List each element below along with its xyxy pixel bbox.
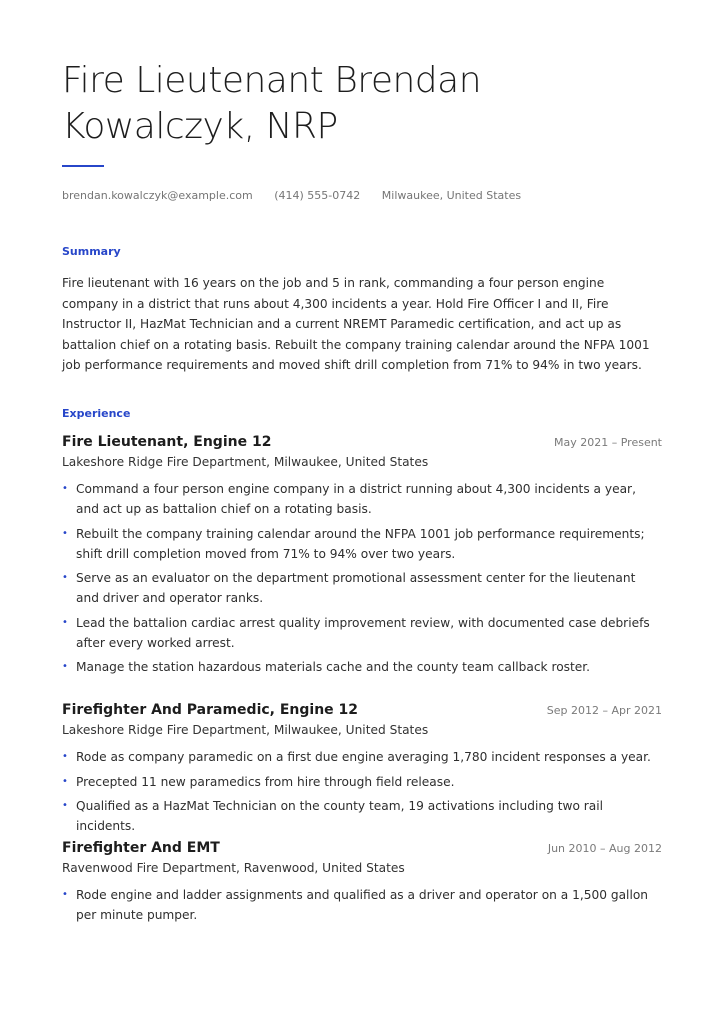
bullet-item: • Serve as an evaluator on the department promotional assessment center for the lieutenant and driver and operator ranks.	[62, 568, 662, 608]
bullet-item: • Lead the battalion cardiac arrest quality improvement review, with documented case debriefs after every worked arrest.	[62, 613, 662, 653]
bullet-dot-icon: •	[62, 483, 68, 494]
bullet-dot-icon: •	[62, 616, 68, 628]
bullet-dot-icon: •	[62, 775, 68, 787]
job-organization: Lakeshore Ridge Fire Department, Milwaukee, United States	[62, 723, 429, 737]
job-entry	[62, 702, 662, 841]
bullet-dot-icon: •	[62, 889, 68, 900]
job-title: Fire Lieutenant, Engine 12	[62, 434, 272, 450]
job-entry	[62, 434, 662, 682]
bullet-item: • Rebuilt the company training calendar around the NFPA 1001 job performance requirements; shift drill completion moved from 71% to 94% over two years.	[62, 524, 662, 564]
contact-location: Milwaukee, United States	[381, 189, 522, 202]
bullet-item: • Qualified as a HazMat Technician on the county team, 19 activations including two rail incidents.	[62, 796, 662, 836]
job-bullets	[62, 747, 662, 836]
bullet-item: • Precepted 11 new paramedics from hire through field release.	[62, 772, 662, 792]
bullet-dot-icon: •	[62, 751, 68, 762]
contact-line	[62, 189, 539, 202]
accent-divider	[62, 165, 104, 167]
job-organization: Ravenwood Fire Department, Ravenwood, United States	[62, 861, 405, 875]
job-organization: Lakeshore Ridge Fire Department, Milwaukee, United States	[62, 455, 429, 469]
job-bullets	[62, 885, 662, 925]
contact-email: brendan.kowalczyk@example.com	[62, 189, 253, 202]
summary-text: Fire lieutenant with 16 years on the job and 5 in rank, commanding a four person engine company in a district that runs about 4,300 incidents a year. Hold Fire Officer I and II, Fire Instructor II, HazMat Technician and a current NREMT Paramedic certification, and act up as battalion chief on a rotating basis. Rebuilt the company training calendar around the NFPA 1001 job performance requirements and moved shift drill completion from 71% to 94% in two years.	[62, 276, 650, 372]
summary-heading: Summary	[62, 245, 121, 258]
candidate-name: Fire Lieutenant Brendan Kowalczyk, NRP	[62, 60, 482, 147]
experience-heading: Experience	[62, 407, 131, 420]
contact-phone: (414) 555-0742	[274, 189, 361, 202]
bullet-dot-icon: •	[62, 572, 68, 583]
job-bullets	[62, 479, 662, 677]
job-title: Firefighter And Paramedic, Engine 12	[62, 702, 359, 718]
bullet-dot-icon: •	[62, 527, 68, 539]
bullet-item: • Manage the station hazardous materials cache and the county team callback roster.	[62, 657, 662, 677]
job-dates: May 2021 – Present	[554, 436, 662, 449]
job-entry	[62, 840, 662, 930]
bullet-dot-icon: •	[62, 800, 68, 811]
job-title: Firefighter And EMT	[62, 840, 220, 856]
job-dates: Sep 2012 – Apr 2021	[546, 704, 662, 717]
job-dates: Jun 2010 – Aug 2012	[547, 842, 662, 855]
bullet-dot-icon: •	[62, 661, 68, 672]
bullet-item: • Rode engine and ladder assignments and qualified as a driver and operator on a 1,500 gallon per minute pumper.	[62, 885, 662, 925]
bullet-item: • Rode as company paramedic on a first due engine averaging 1,780 incident responses a year.	[62, 747, 662, 767]
bullet-item: • Command a four person engine company in a district running about 4,300 incidents a year, and act up as battalion chief on a rotating basis.	[62, 479, 662, 519]
